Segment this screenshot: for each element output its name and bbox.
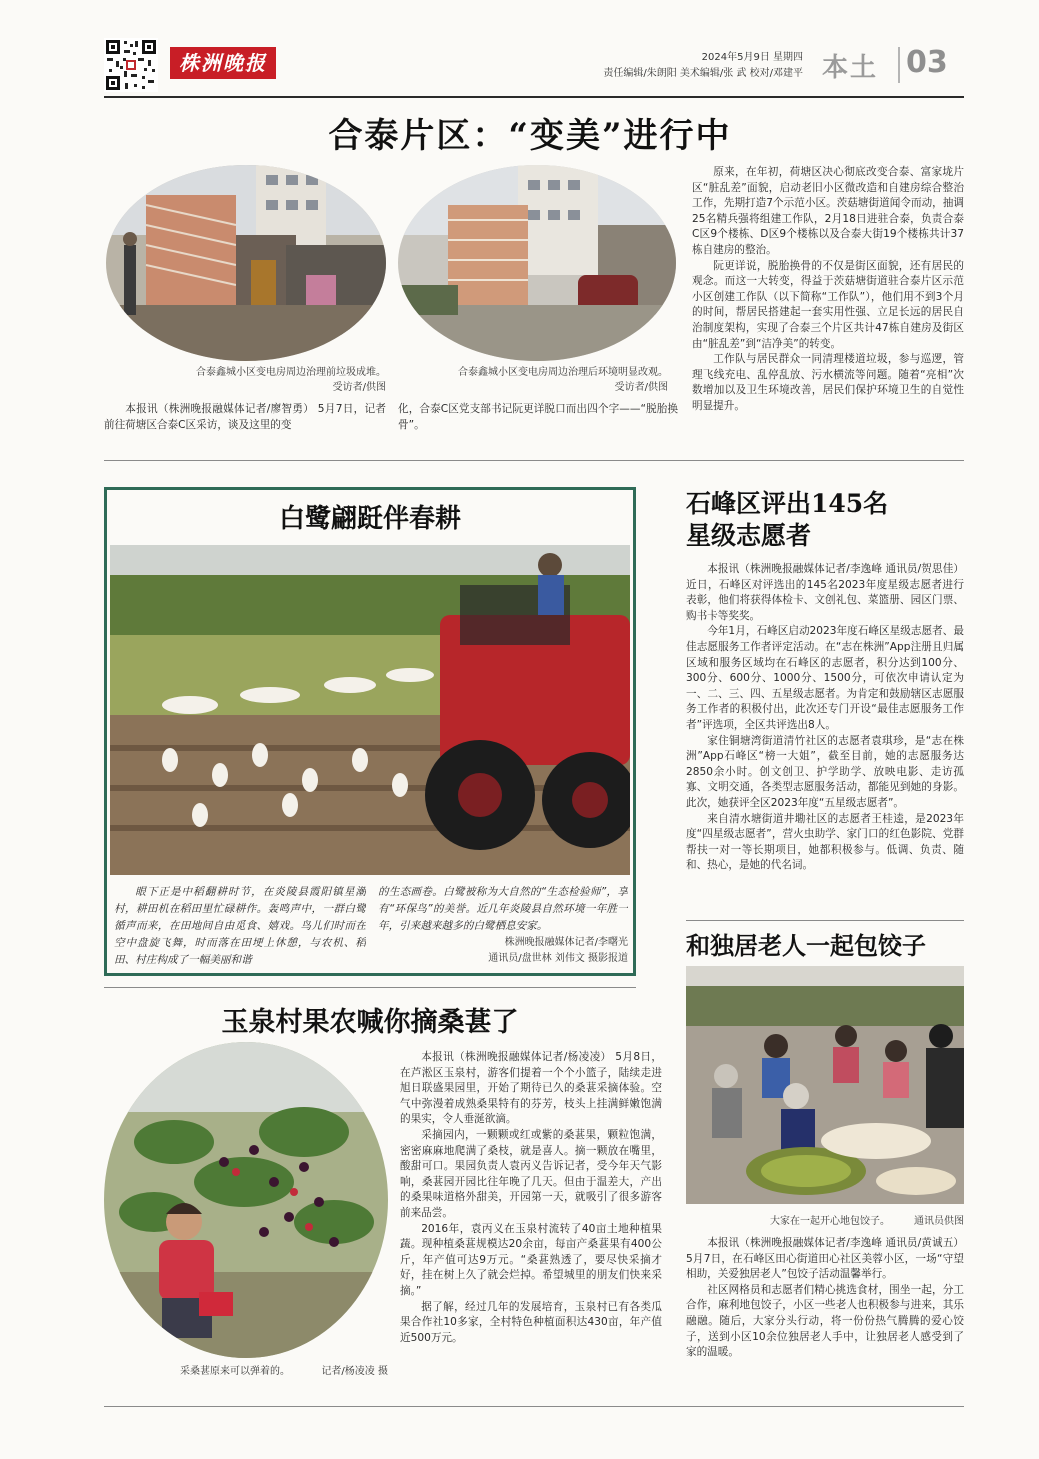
story3-headline-line1: 石峰区评出145名: [686, 489, 889, 518]
story5-credit: 记者/杨凌凌 摄: [321, 1366, 388, 1377]
section-name: 本土: [822, 53, 879, 83]
story1-photo-after: [398, 165, 676, 361]
story4-body: 本报讯（株洲晚报融媒体记者/李逸峰 通讯员/黄诚五） 5月7日，在石峰区田心街道田心社区美蓉小区，一场“守望相助，关爱独居老人”包饺子活动温馨举行。 社区网格员和志愿者们精心挑选食材，围坐一起，分工合作，麻利地包饺子，小区一些老人也积极参与进来，其乐融融。随后，大家分头行动，将一份份热气腾腾的爱心饺子，送到小区10余位独居老人手中，让独居老人感受到了家的温暖。: [686, 1237, 964, 1359]
story1-photo1-credit: 受访者/供图: [332, 382, 386, 393]
page-bottom-rule: [104, 1406, 964, 1407]
story1-col3: 原来，在年初，荷塘区决心彻底改变合泰、富家垅片区“脏乱差”面貌，启动老旧小区微改造和自建房综合整治工作，先期打造7个示范小区。茨菇塘街道闻令而动，抽调25名精兵强将组建工作队，2月18日进驻合泰，负责合泰C区9个楼栋、D区9个楼栋以及合泰大街19个楼栋共计37栋自建房的整治。 阮更详说，脱胎换骨的不仅是街区面貌，还有居民的观念。而这一大转变，得益于茨菇塘街道驻合泰片区示范小区创建工作队（以下简称“工作队”），他们用不到3个月的时间，帮居民搭建起一套实用性强、立足长远的居民自治制度架构，实现了合泰三个片区共计47栋自建房及街区由“脏乱差”到“洁净美”的转变。 工作队与居民群众一同清理楼道垃圾，参与巡逻，管理飞线充电、乱停乱放、污水横流等问题。随着“亮相”次数增加以及卫生环境改善，居民们保护环境卫生的自觉性明显提升。: [692, 166, 964, 412]
story3-body: 本报讯（株洲晚报融媒体记者/李逸峰 通讯员/贺思佳） 近日，石峰区对评选出的145名2023年度星级志愿者进行表彰，他们将获得体检卡、文创礼包、菜篮册、园区门票、购书卡等奖奖。 今年1月，石峰区启动2023年度石峰区星级志愿者、最佳志愿服务工作者评定活动。在“志在株洲”App注册且归属区域和服务区域均在石峰区的志愿者，积分达到100分、300分、600分、1000分、1500分，可依次申请认定为一、二、三、四、五星级志愿者。为肯定和鼓励辖区志愿服务工作者的积极付出，此次还专门开设“最佳志愿服务工作者”评选项，全区共评选出8人。 家住铜塘湾街道清竹社区的志愿者袁琪珍，是“志在株洲”App石峰区“榜一大姐”，截至目前，她的志愿服务达2850余小时。创文创卫、护学助学、放映电影、走访孤寡、文明交通，各类型志愿服务活动，都能见到她的身影。此次，她获评全区2023年度“五星级志愿者”。 来自清水塘街道井墈社区的志愿者王桂逵，是2023年度“四星级志愿者”，营火虫助学、家门口的红色影院、党群帮扶一对一等长期项目，她都积极参与。低调、负责、随和、热心，是她的代名词。: [686, 563, 964, 872]
masthead-rule: [104, 96, 964, 98]
paper-logo: [170, 47, 276, 79]
story1-bottom-rule: [104, 460, 964, 461]
story3-headline: [686, 488, 964, 552]
story2-credit2: 通讯员/盘世林 刘伟文 摄影报道: [488, 953, 628, 964]
story1-photo1-caption: 合泰鑫城小区变电房周边治理前垃圾成堆。: [196, 367, 386, 378]
story4-credit: 通讯员供图: [914, 1216, 964, 1227]
story3-headline-line2: 星级志愿者: [686, 521, 812, 550]
masthead-date: 2024年5月9日 星期四: [701, 52, 803, 63]
story1-photo2-credit: 受访者/供图: [614, 382, 668, 393]
story2-headline: 白鹭翩跹伴春耕: [278, 504, 461, 534]
story4-photo: [686, 966, 964, 1204]
section-divider: [898, 47, 900, 83]
story3-bottom-rule: [686, 920, 964, 921]
masthead-editors: 责任编辑/朱朗阳 美术编辑/张 武 校对/邓建平: [603, 68, 803, 79]
story2-col1: 眼下正是中稻翻耕时节，在炎陵县霞阳镇星潮村，耕田机在稻田里忙碌耕作。轰鸣声中，一群白鹭循声而来，在田地间自由觅食、嬉戏。鸟儿们时而在空中盘旋飞舞，时而落在田埂上休憩，与农机、稻田、村庄构成了一幅美丽和谐: [114, 886, 366, 966]
story1-photo2-caption: 合泰鑫城小区变电房周边治理后环境明显改观。: [458, 367, 668, 378]
page-number: 03: [906, 45, 948, 80]
paper-name: 株洲晚报: [179, 51, 267, 75]
story4-caption: 大家在一起开心地包饺子。: [770, 1216, 890, 1227]
story5-headline: 玉泉村果农喊你摘桑葚了: [221, 1007, 519, 1038]
story1-col2: 化，合泰C区党支部书记阮更详脱口而出四个字——“脱胎换骨”。: [398, 403, 678, 431]
story5-caption: 采桑葚原来可以弹着的。: [180, 1366, 290, 1377]
story1-photo-before: [106, 165, 386, 361]
story2-photo: [110, 545, 630, 875]
story2-col2: 的生态画卷。白鹭被称为大自然的“生态检验师”，享有“环保鸟”的美誉。近几年炎陵县自然环境一年胜一年，引来越来越多的白鹭栖息安家。: [378, 886, 628, 932]
qr-code[interactable]: [104, 38, 158, 92]
story2-bottom-rule: [104, 987, 636, 988]
story4-headline: 和独居老人一起包饺子: [686, 931, 926, 960]
story1-headline: 合泰片区：“变美”进行中: [328, 116, 732, 156]
story5-body: 本报讯（株洲晚报融媒体记者/杨凌凌） 5月8日，在芦淞区玉泉村，游客们提着一个个小篮子，陆续走进旭日联盛果园里，开始了期待已久的桑葚采摘体验。空气中弥漫着成熟桑果特有的芬芳，枝头上挂满鲜嫩饱满的果实，令人垂涎欲滴。 采摘园内，一颗颗或红或紫的桑葚果，颗粒饱满，密密麻麻地爬满了桑枝，就是喜人。摘一颗放在嘴里，酸甜可口。果园负责人袁丙义告诉记者，受今年天气影响，桑葚园开园比往年晚了几天。但由于温差大，产出的桑果味道格外甜美，开园第一天，就吸引了很多游客前来品尝。 2016年，袁丙义在玉泉村流转了40亩土地种植果蔬。现种植桑葚规模达20余亩，每亩产桑葚果有400公斤，年产值可达9万元。“桑葚熟透了，要尽快采摘才好，挂在树上久了就会烂掉。希望城里的朋友们快来采摘。” 据了解，经过几年的发展培育，玉泉村已有各类瓜果合作社10多家，全村特色种植面积达430亩，年产值近500万元。: [400, 1051, 662, 1344]
story5-photo: [104, 1042, 388, 1358]
story2-credit1: 株洲晚报融媒体记者/李曙光: [504, 937, 628, 948]
story1-col1: 本报讯（株洲晚报融媒体记者/廖智勇） 5月7日，记者前往荷塘区合泰C区采访，谈及这里的变: [104, 403, 386, 431]
